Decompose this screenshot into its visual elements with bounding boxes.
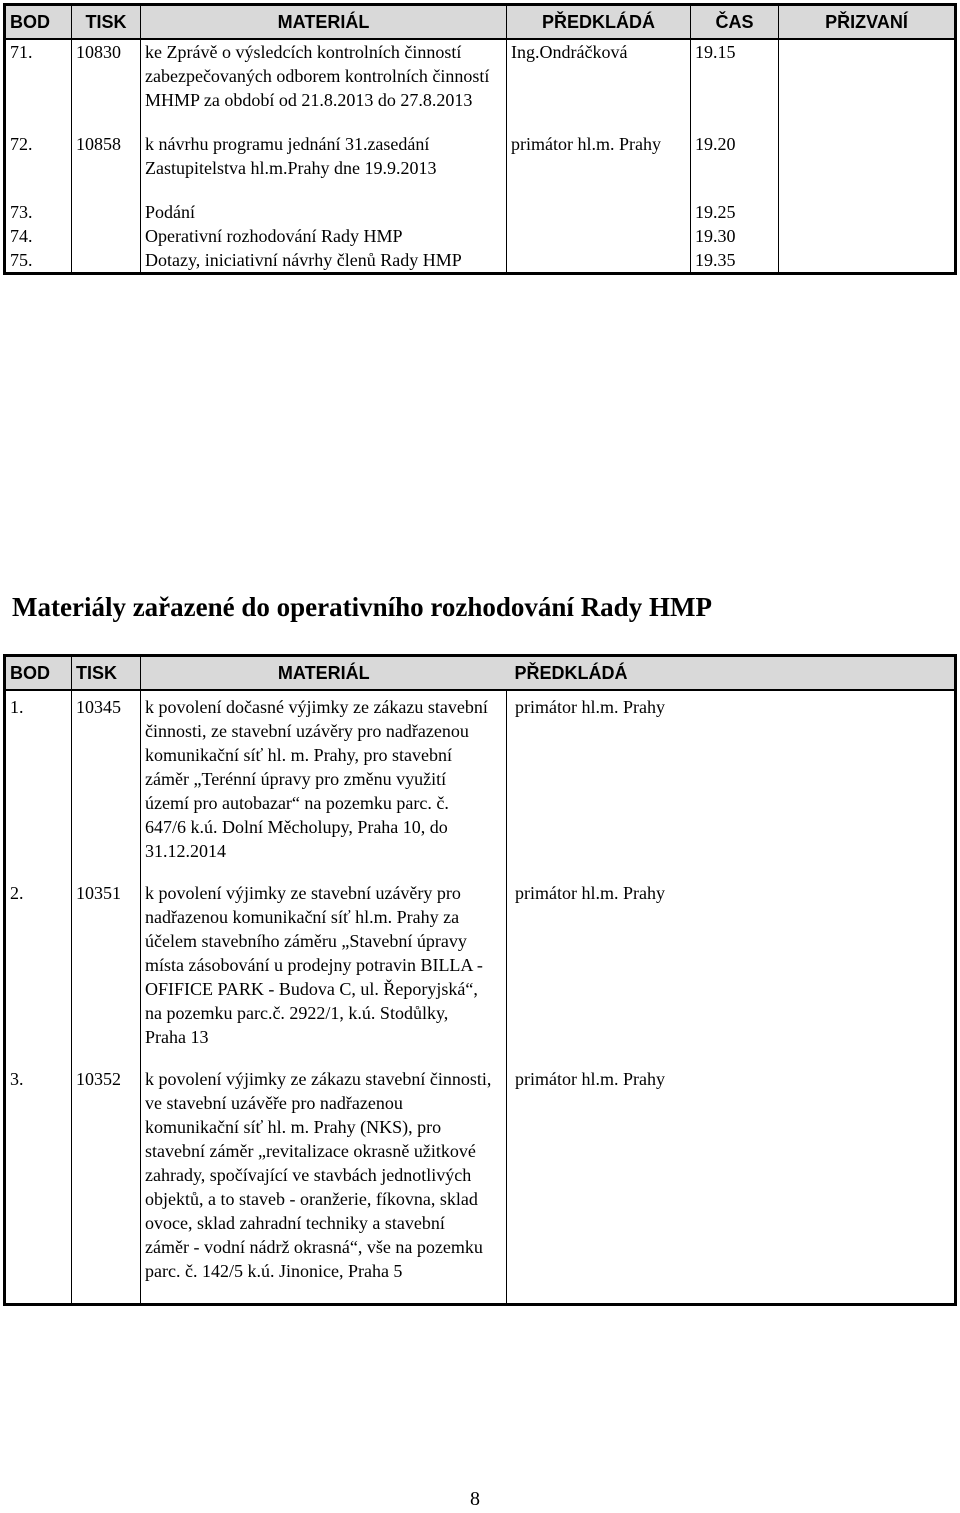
table-row <box>5 248 956 274</box>
table-row <box>5 1067 956 1283</box>
row-prizvani <box>779 224 956 248</box>
row-bod: 72. <box>10 134 33 154</box>
row-material: Podání <box>141 200 507 224</box>
row-predklada <box>507 248 691 274</box>
header-cas: ČAS <box>691 5 779 40</box>
section-heading: Materiály zařazené do operativního rozhodování Rady HMP <box>12 592 712 622</box>
row-tisk <box>72 224 141 248</box>
row-bod: 3. <box>10 1069 24 1089</box>
row-prizvani <box>779 132 956 180</box>
header-predklada: PŘEDKLÁDÁ <box>507 656 956 691</box>
row-predklada <box>507 200 691 224</box>
header-material: MATERIÁL <box>141 5 507 40</box>
row-tisk <box>72 248 141 274</box>
row-prizvani <box>779 200 956 224</box>
header-predklada: PŘEDKLÁDÁ <box>507 5 691 40</box>
table-row <box>5 695 956 863</box>
table-row <box>5 224 956 248</box>
row-tisk: 10858 <box>72 132 141 180</box>
row-material: ke Zprávě o výsledcích kontrolních činností zabezpečovaných odborem kontrolních činností MHMP za období od 21.8.2013 do 27.8.2013 <box>141 39 507 112</box>
header-tisk: TISK <box>72 5 141 40</box>
row-predklada <box>507 224 691 248</box>
header-bod: BOD <box>5 5 72 40</box>
row-bod: 75. <box>10 250 33 270</box>
row-material: k povolení výjimky ze stavební uzávěry pro nadřazenou komunikační síť hl.m. Prahy za účelem stavebního záměru „Stavební úpravy místa zásobování u prodejny potravin BILLA - OFIFICE PARK - Budova C, ul. Řeporyjská“, na pozemku parc.č. 2922/1, k.ú. Stodůlky, Praha 13 <box>141 881 507 1049</box>
table-row <box>5 132 956 180</box>
header-bod: BOD <box>5 656 72 691</box>
row-bod: 71. <box>10 42 33 62</box>
operative-materials-table <box>3 654 957 1306</box>
row-tisk <box>72 200 141 224</box>
row-material: Dotazy, iniciativní návrhy členů Rady HMP <box>141 248 507 274</box>
row-predklada: primátor hl.m. Prahy <box>507 695 956 863</box>
header-prizvani: PŘIZVANÍ <box>779 5 956 40</box>
row-spacer <box>5 1049 956 1067</box>
row-spacer <box>5 180 956 200</box>
row-bod: 1. <box>10 697 24 717</box>
row-tisk: 10830 <box>72 39 141 112</box>
agenda-table <box>3 3 957 275</box>
row-material: Operativní rozhodování Rady HMP <box>141 224 507 248</box>
row-material: k povolení výjimky ze zákazu stavební činnosti, ve stavební uzávěře pro nadřazenou komunikační síť hl. m. Prahy (NKS), pro stavební záměr „revitalizace okrasně užitkové zahrady, spočívající ve stavbách jednotlivých objektů, a to staveb - oranžerie, fíkovna, sklad ovoce, sklad zahradní techniky a stavební záměr - vodní nádrž okrasná“, vše na pozemku parc. č. 142/5 k.ú. Jinonice, Praha 5 <box>141 1067 507 1283</box>
table-row <box>5 200 956 224</box>
row-predklada: primátor hl.m. Prahy <box>507 881 956 1049</box>
row-cas: 19.35 <box>691 248 779 274</box>
row-spacer <box>5 863 956 881</box>
table-header-row <box>5 656 956 691</box>
page-number: 8 <box>470 1488 480 1510</box>
row-cas: 19.15 <box>691 39 779 112</box>
row-cas: 19.20 <box>691 132 779 180</box>
row-spacer <box>5 1283 956 1305</box>
row-prizvani <box>779 248 956 274</box>
row-predklada: Ing.Ondráčková <box>507 39 691 112</box>
row-predklada: primátor hl.m. Prahy <box>507 1067 956 1283</box>
row-tisk: 10351 <box>72 881 141 1049</box>
table-row <box>5 881 956 1049</box>
header-tisk: TISK <box>72 656 141 691</box>
row-predklada: primátor hl.m. Prahy <box>507 132 691 180</box>
row-material: k návrhu programu jednání 31.zasedání Zastupitelstva hl.m.Prahy dne 19.9.2013 <box>141 132 507 180</box>
table-header-row <box>5 5 956 40</box>
row-tisk: 10352 <box>72 1067 141 1283</box>
header-material: MATERIÁL <box>141 656 507 691</box>
row-cas: 19.30 <box>691 224 779 248</box>
row-tisk: 10345 <box>72 695 141 863</box>
row-cas: 19.25 <box>691 200 779 224</box>
row-material: k povolení dočasné výjimky ze zákazu stavební činnosti, ze stavební uzávěry pro nadřazenou komunikační síť hl. m. Prahy, pro stavební záměr „Terénní úpravy pro změnu využití území pro autobazar“ na pozemku parc. č. 647/6 k.ú. Dolní Měcholupy, Praha 10, do 31.12.2014 <box>141 695 507 863</box>
row-bod: 73. <box>10 202 33 222</box>
row-bod: 2. <box>10 883 24 903</box>
row-bod: 74. <box>10 226 33 246</box>
row-prizvani <box>779 39 956 112</box>
row-spacer <box>5 112 956 132</box>
table-row <box>5 39 956 112</box>
